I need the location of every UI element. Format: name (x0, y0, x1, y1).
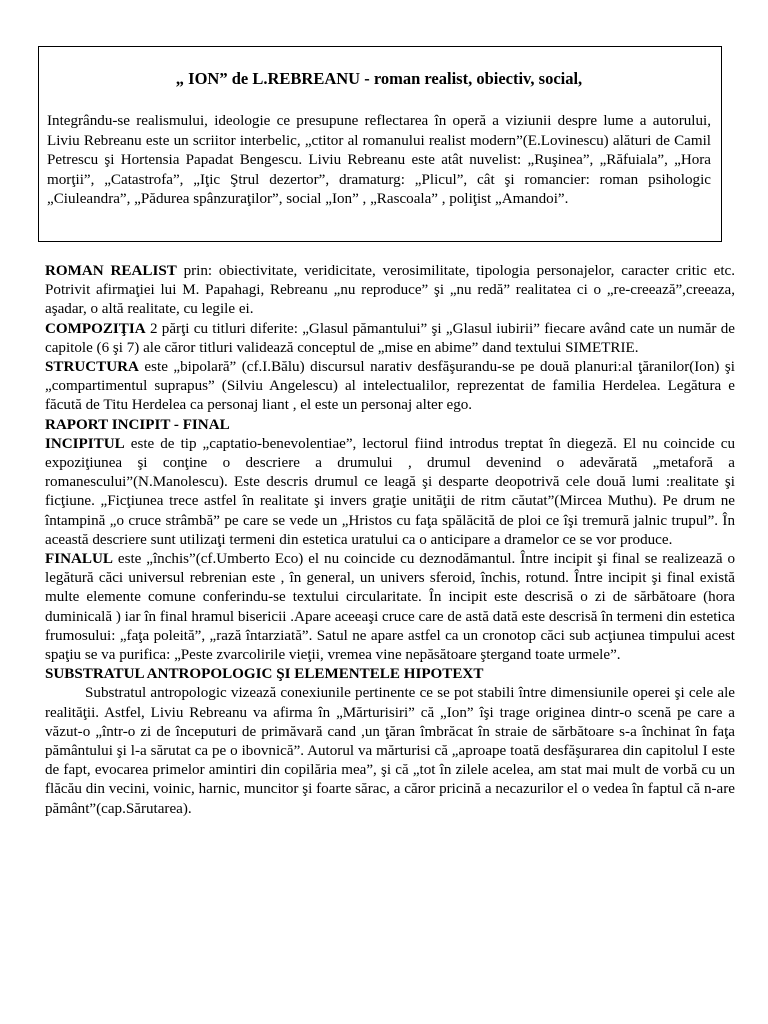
main-content (45, 262, 735, 819)
heading-raport-incipit-final: RAPORT INCIPIT - FINAL (45, 416, 230, 433)
paragraph-structura (45, 358, 735, 416)
paragraph-substrat: Substratul antropologic vizează conexiunile pertinente ce se pot stabili între dimensiunile operei şi cele ale realităţii. Astfel, Liviu Rebreanu va afirma în „Mărturisiri” că „Ion” îşi trage originea dintr-o scenă pe care a văzut-o „într-o zi de începuturi de primăvară cand ,un ţăran îmbrăcat în straie de sărbătoare s-a închinat în faţa pământului şi l-a sărutat ca pe o ibovnică”. Autorul va mărturisi că „aproape toată desfăşurarea din capitolul I este de fapt, evocarea primelor amintiri din copilăria mea”, şi că „tot în zilele acelea, am stat mai mult de vorbă cu un flăcău din vecini, voinic, harnic, muncitor şi foarte sărac, a căror pricină a necazurilor el o vedea în faptul că n-are pământ”(cap.Sărutarea). (45, 685, 735, 817)
paragraph-compozitia (45, 320, 735, 358)
label-incipit: INCIPITUL (45, 435, 125, 452)
label-compozitia: COMPOZIŢIA (45, 320, 146, 337)
text-compozitia: 2 părţi cu titluri diferite: „Glasul pămantului” şi „Glasul iubirii” fiecare având cate un număr de capitole (6 şi 7) ale căror titluri validează conceptul de „mise en abime” dand textului SIMETRIE. (45, 320, 735, 356)
text-final: este „închis”(cf.Umberto Eco) el nu coincide cu deznodămantul. Între incipit şi final se realizează o legătură căci universul rebrenian este , în general, un univers sferoid, închis, rotund. Între incipit şi final există multe elemente comune conferindu-se textului circularitate. În incipit este descrisă o zi de sărbătoare (hora duminicală ) iar în final hramul bisericii .Apare aceeaşi cruce care de astă dată este descrisă în termeni din estetica frumosului: „faţa poleită”, „rază întarziată”. Satul ne apare astfel ca un cronotop căci sub acţiunea timpului acest spaţiu se va purifica: „Peste zvarcolirile vieţii, vremea vine nepăsătoare ştergand toate urmele”. (45, 551, 735, 664)
document-title: „ ION” de L.REBREANU - roman realist, obiectiv, social, (175, 69, 583, 88)
heading-substrat: SUBSTRATUL ANTROPOLOGIC ŞI ELEMENTELE HIPOTEXT (45, 666, 484, 683)
paragraph-roman-realist (45, 262, 735, 320)
intro-box (38, 46, 722, 242)
text-incipit: este de tip „captatio-benevolentiae”, lectorul fiind introdus treptat în diegeză. El nu coincide cu expoziţiunea şi conţine o descriere a drumului , drumul devenind o adevărată „metaforă a romanescului”(N.Manolescu). Este descris drumul ce leagă şi desparte deopotrivă cele două lumi :realitate şi ficţiune. „Ficţiunea trece astfel în realitate şi invers graţie unităţii de ritm căutat”(Mircea Muthu). Pe drum ne întampină „o cruce strâmbă” pe care se vede un „Hristos cu faţa spălăcită de ploi ce îşi tremură jalnic trupul”. În această descriere sunt utilizaţi termeni din estetica uratului ca o anticipare a dramelor ce se vor produce. (45, 435, 735, 548)
label-structura: STRUCTURA (45, 359, 139, 376)
intro-paragraph: Integrându-se realismului, ideologie ce presupune reflectarea în operă a viziunii despre lume a autorului, Liviu Rebreanu este un scriitor interbelic, „ctitor al romanului realist modern”(E.Lovinescu) alături de Camil Petrescu şi Hortensia Papadat Bengescu. Liviu Rebreanu este atât nuvelist: „Ruşinea”, „Răfuiala”, „Hora morţii”, „Catastrofa”, „Iţic Ştrul dezertor”, dramaturg: „Plicul”, cât şi romancier: roman psihologic „Ciuleandra”, „Pădurea spânzuraţilor”, social „Ion” , „Rascoala” , poliţist „Amandoi”. (47, 113, 711, 208)
text-structura: este „bipolară” (cf.I.Bălu) discursul narativ desfăşurandu-se pe două planuri:al ţăranilor(Ion) şi „compartimentul suprapus” (Silviu Angelescu) al intelectualilor, reprezentat de familia Herdelea. Legătura e făcută de Titu Herdelea ca personaj liant , el este un personaj alter ego. (45, 359, 735, 414)
label-final: FINALUL (45, 551, 113, 568)
label-roman-realist: ROMAN REALIST (45, 263, 177, 279)
text-roman-realist: prin: obiectivitate, veridicitate, verosimilitate, tipologia personajelor, caracter critic etc. Potrivit afirmaţiei lui M. Papahagi, Rebreanu „nu reproduce” şi „nu redă” realitatea ci o „re-creează”,creeaza, aşadar, o altă realitate, cu legile ei. (45, 263, 735, 318)
paragraph-incipit (45, 435, 735, 550)
paragraph-final (45, 550, 735, 665)
